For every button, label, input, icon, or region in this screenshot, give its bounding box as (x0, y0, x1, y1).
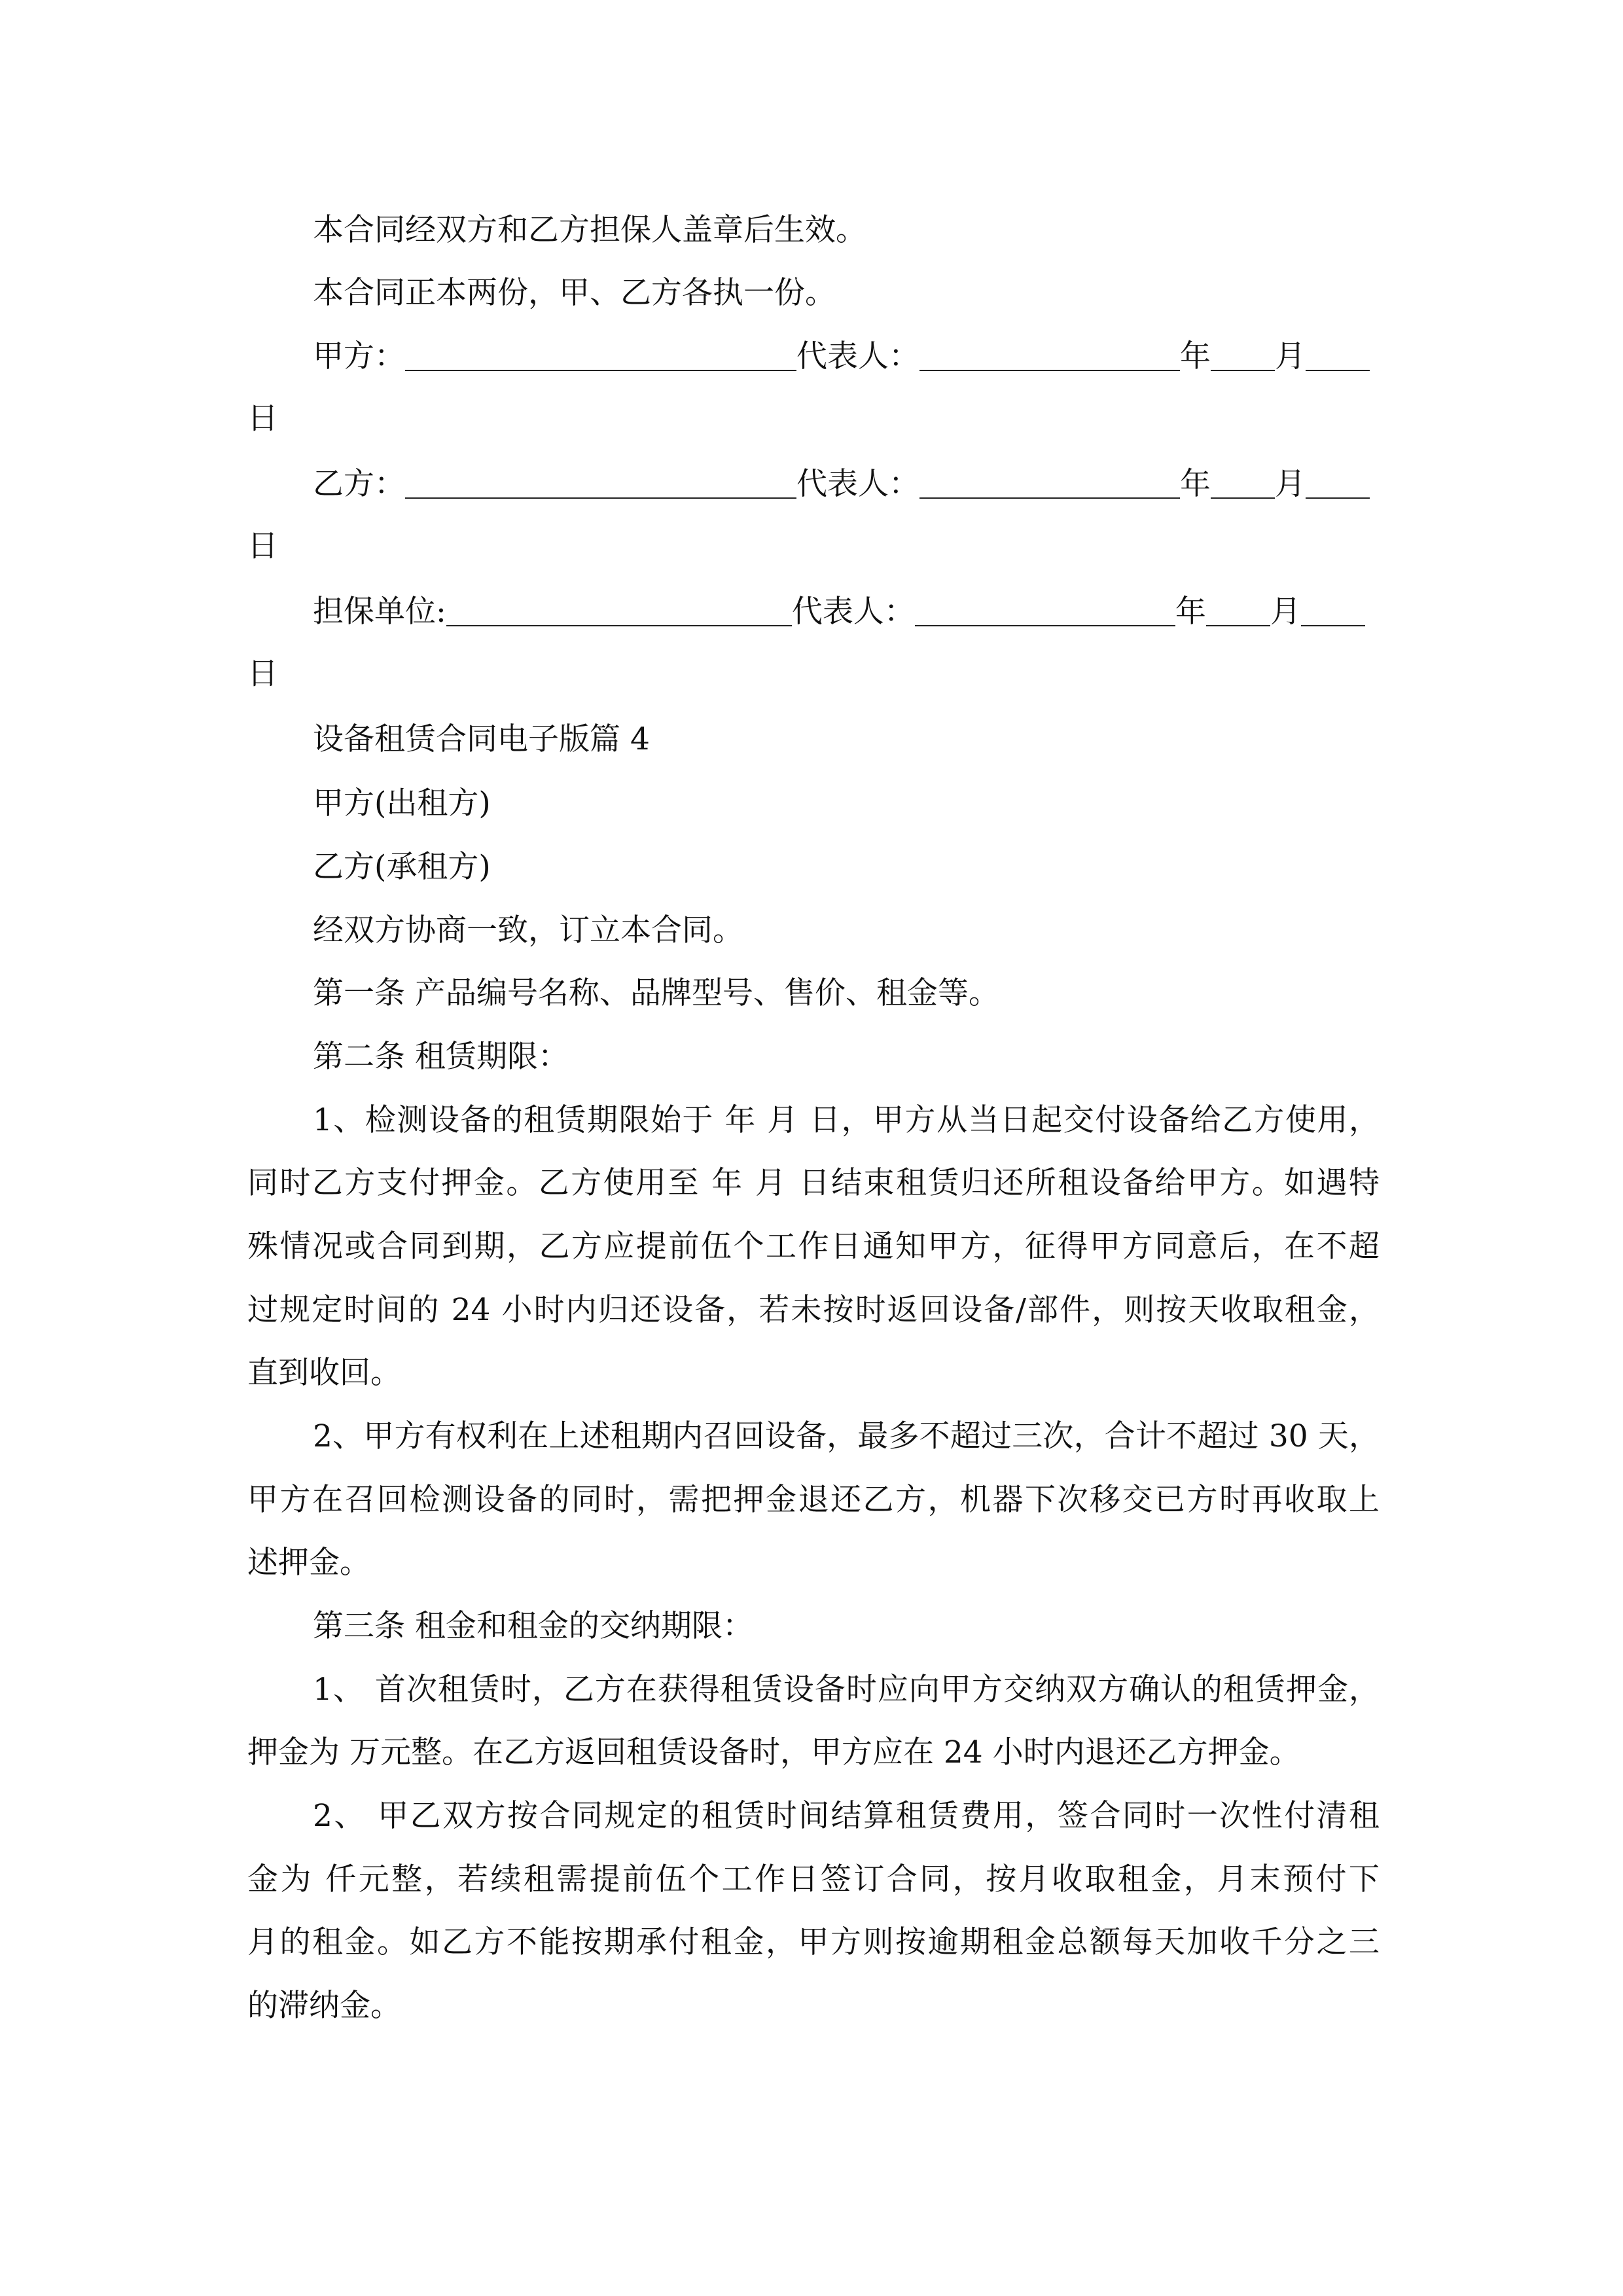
copies-clause: 本合同正本两份，甲、乙方各执一份。 (313, 275, 836, 311)
party-a-representative-label: 代表人： (796, 338, 919, 374)
article-2-p2-line: 2、甲方有权利在上述租期内召回设备，最多不超过三次，合计不超过 30 天， (313, 1418, 1380, 1454)
article-3-p2-line: 2、 甲乙双方按合同规定的租赁时间结算租赁费用，签合同时一次性付清租 (313, 1798, 1380, 1834)
party-b-representative-blank (919, 463, 1180, 499)
party-a-year-label: 年 (1180, 338, 1211, 374)
party-a-day-label: 日 (247, 401, 278, 437)
effect-clause: 本合同经双方和乙方担保人盖章后生效。 (313, 212, 866, 248)
guarantor-year-label: 年 (1175, 594, 1206, 630)
party-a-year-blank (1211, 336, 1275, 371)
party-a-month-label: 月 (1275, 338, 1306, 374)
party-b-blank (405, 463, 796, 499)
article-2-p1-line: 殊情况或合同到期，乙方应提前伍个工作日通知甲方，征得甲方同意后，在不超 (247, 1229, 1380, 1265)
guarantor-month-label: 月 (1270, 594, 1301, 630)
lessee-line: 乙方(承租方) (313, 849, 491, 885)
article-3-p1-line: 押金为 万元整。在乙方返回租赁设备时，甲方应在 24 小时内退还乙方押金。 (247, 1734, 1300, 1770)
party-a-signature-row (0, 331, 1623, 383)
article-3-p2-line: 金为 仟元整，若续租需提前伍个工作日签订合同，按月收取租金，月末预付下 (247, 1861, 1380, 1897)
party-a-month-blank (1306, 336, 1370, 371)
party-b-signature-row (0, 458, 1623, 511)
article-1: 第一条 产品编号名称、品牌型号、售价、租金等。 (313, 975, 999, 1011)
agreement-line: 经双方协商一致，订立本合同。 (313, 912, 743, 948)
party-b-month-blank (1306, 463, 1370, 499)
lessor-line: 甲方(出租方) (313, 785, 491, 821)
guarantor-signature-row (0, 586, 1623, 638)
party-b-day-label: 日 (247, 528, 278, 564)
article-3-title: 第三条 租金和租金的交纳期限： (313, 1608, 753, 1644)
section-title: 设备租赁合同电子版篇 4 (313, 721, 650, 757)
guarantor-year-blank (1206, 591, 1270, 626)
article-2-p1-line: 直到收回。 (247, 1355, 401, 1391)
party-b-month-label: 月 (1275, 466, 1306, 502)
article-2-p2-line: 甲方在召回检测设备的同时，需把押金退还乙方，机器下次移交已方时再收取上 (247, 1482, 1380, 1518)
article-2-p2-line: 述押金。 (247, 1545, 370, 1581)
guarantor-label: 担保单位: (313, 594, 446, 630)
guarantor-representative-label: 代表人： (791, 594, 915, 630)
guarantor-representative-blank (915, 591, 1175, 626)
guarantor-day-label: 日 (247, 656, 278, 692)
article-2-p1-line: 1、检测设备的租赁期限始于 年 月 日，甲方从当日起交付设备给乙方使用， (313, 1102, 1380, 1138)
party-a-label: 甲方： (313, 338, 405, 374)
article-3-p2-line: 的滞纳金。 (247, 1988, 401, 2024)
party-b-representative-label: 代表人： (796, 466, 919, 502)
article-3-p1-line: 1、 首次租赁时，乙方在获得租赁设备时应向甲方交纳双方确认的租赁押金， (313, 1672, 1380, 1708)
article-2-title: 第二条 租赁期限： (313, 1039, 569, 1075)
party-b-year-blank (1211, 463, 1275, 499)
party-b-label: 乙方： (313, 466, 405, 502)
article-3-p2-line: 月的租金。如乙方不能按期承付租金，甲方则按逾期租金总额每天加收千分之三 (247, 1924, 1380, 1960)
party-b-year-label: 年 (1180, 466, 1211, 502)
article-2-p1-line: 过规定时间的 24 小时内归还设备，若未按时返回设备/部件，则按天收取租金， (247, 1292, 1380, 1328)
party-a-representative-blank (919, 336, 1180, 371)
party-a-blank (405, 336, 796, 371)
article-2-p1-line: 同时乙方支付押金。乙方使用至 年 月 日结束租赁归还所租设备给甲方。如遇特 (247, 1165, 1380, 1201)
guarantor-blank (446, 591, 792, 626)
guarantor-month-blank (1301, 591, 1365, 626)
